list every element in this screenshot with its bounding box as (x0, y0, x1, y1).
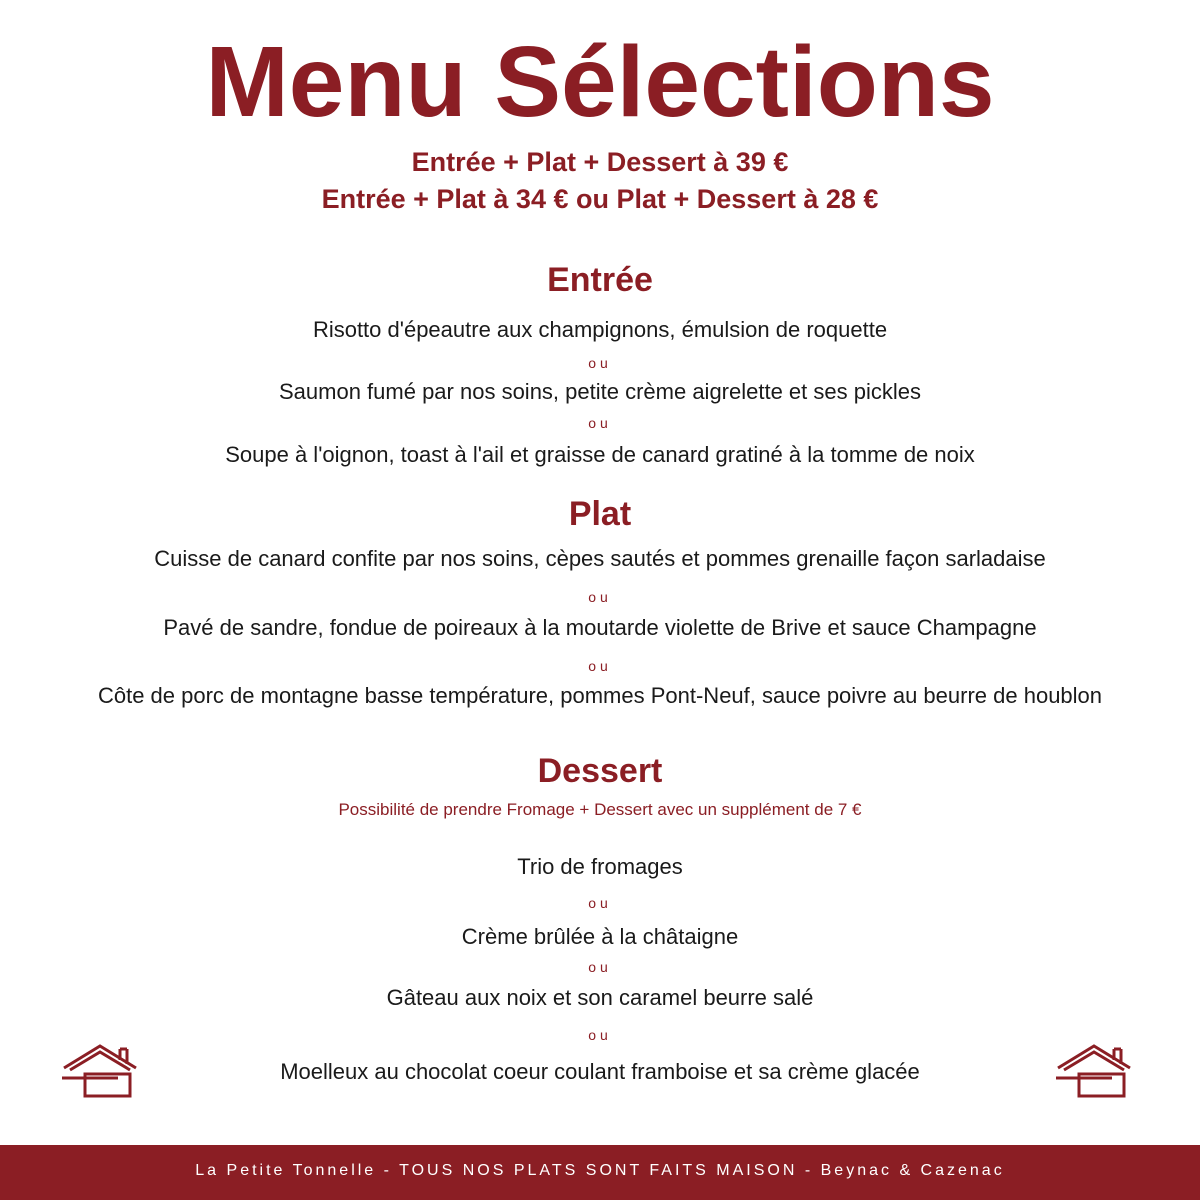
separator-ou: ou (588, 1027, 612, 1043)
dessert-item-2: Crème brûlée à la châtaigne (461, 924, 739, 949)
plat-item-1: Cuisse de canard confite par nos soins, cèpes sautés et pommes grenaille façon sarladaise (154, 546, 1046, 571)
separator-ou: ou (588, 355, 612, 371)
separator-ou: ou (588, 415, 612, 431)
entree-item-1: Risotto d'épeautre aux champignons, émulsion de roquette (312, 317, 888, 342)
footer-bar (0, 1145, 1200, 1200)
separator-ou: ou (588, 658, 612, 674)
dessert-item-4: Moelleux au chocolat coeur coulant framboise et sa crème glacée (280, 1059, 920, 1084)
separator-ou: ou (588, 959, 612, 975)
section-heading-plat: Plat (568, 495, 632, 533)
plat-item-3: Côte de porc de montagne basse température, pommes Pont-Neuf, sauce poivre au beurre de houblon (97, 683, 1103, 708)
separator-ou: ou (588, 895, 612, 911)
separator-ou: ou (588, 589, 612, 605)
dessert-note: Possibilité de prendre Fromage + Dessert avec un supplément de 7 € (338, 800, 862, 819)
section-heading-dessert: Dessert (537, 752, 663, 790)
house-icon (60, 1042, 140, 1102)
section-heading-entree: Entrée (547, 261, 653, 299)
price-line-1: Entrée + Plat + Dessert à 39 € (411, 147, 789, 177)
dessert-item-3: Gâteau aux noix et son caramel beurre salé (386, 985, 814, 1010)
entree-item-3: Soupe à l'oignon, toast à l'ail et graisse de canard gratiné à la tomme de noix (225, 442, 975, 467)
footer-text: La Petite Tonnelle - TOUS NOS PLATS SONT FAITS MAISON - Beynac & Cazenac (195, 1162, 1005, 1179)
entree-item-2: Saumon fumé par nos soins, petite crème aigrelette et ses pickles (279, 379, 921, 404)
price-line-2: Entrée + Plat à 34 € ou Plat + Dessert à 28 € (321, 184, 879, 214)
plat-item-2: Pavé de sandre, fondue de poireaux à la moutarde violette de Brive et sauce Champagne (163, 615, 1037, 640)
menu-title: Menu Sélections (205, 26, 995, 138)
dessert-item-1: Trio de fromages (517, 854, 683, 879)
house-icon (1054, 1042, 1134, 1102)
